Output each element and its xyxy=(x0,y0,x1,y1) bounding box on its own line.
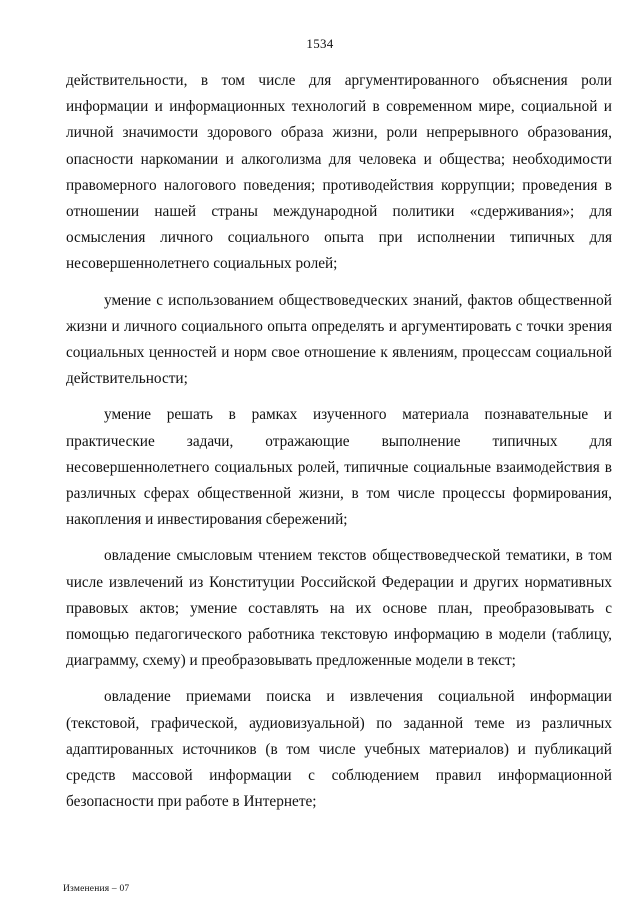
footer-revision-note: Изменения – 07 xyxy=(63,884,130,894)
paragraph-social-values: умение с использованием обществоведческих знаний, фактов общественной жизни и личного социального опыта определять и аргументировать с точки зрения социальных ценностей и норм свое отношение к явлениям, процессам социальной действительности; xyxy=(66,291,612,388)
paragraph-continuation: действительности, в том числе для аргументированного объяснения роли информации и информационных технологий в современном мире, социальной и личной значимости здорового образа жизни, роли непрерывного образования, опасности наркомании и алкоголизма для человека и общества; необходимости правомерного налогового поведения; противодействия коррупции; проведения в отношении нашей страны международной политики «сдерживания»; для осмысления личного социального опыта при исполнении типичных для несовершеннолетнего социальных ролей; xyxy=(66,72,612,273)
page-number: 1534 xyxy=(306,36,334,51)
paragraph-semantic-reading: овладение смысловым чтением текстов обществоведческой тематики, в том числе извлечений из Конституции Российской Федерации и других нормативных правовых актов; умение составлять на их основе план, преобразовывать с помощью педагогического работника текстовую информацию в модели (таблицу, диаграмму, схему) и преобразовывать предложенные модели в текст; xyxy=(66,547,612,670)
paragraph-information-search: овладение приемами поиска и извлечения социальной информации (текстовой, графической, аудиовизуальной) по заданной теме из различных адаптированных источников (в том числе учебных материалов) и публикаций средств массовой информации с соблюдением правил информационной безопасности при работе в Интернете; xyxy=(66,688,612,811)
paragraph-practical-tasks: умение решать в рамках изученного материала познавательные и практические задачи, отражающие выполнение типичных для несовершеннолетнего социальных ролей, типичные социальные взаимодействия в различных сферах общественной жизни, в том числе процессы формирования, накопления и инвестирования сбережений; xyxy=(66,406,612,529)
document-body xyxy=(66,68,612,815)
